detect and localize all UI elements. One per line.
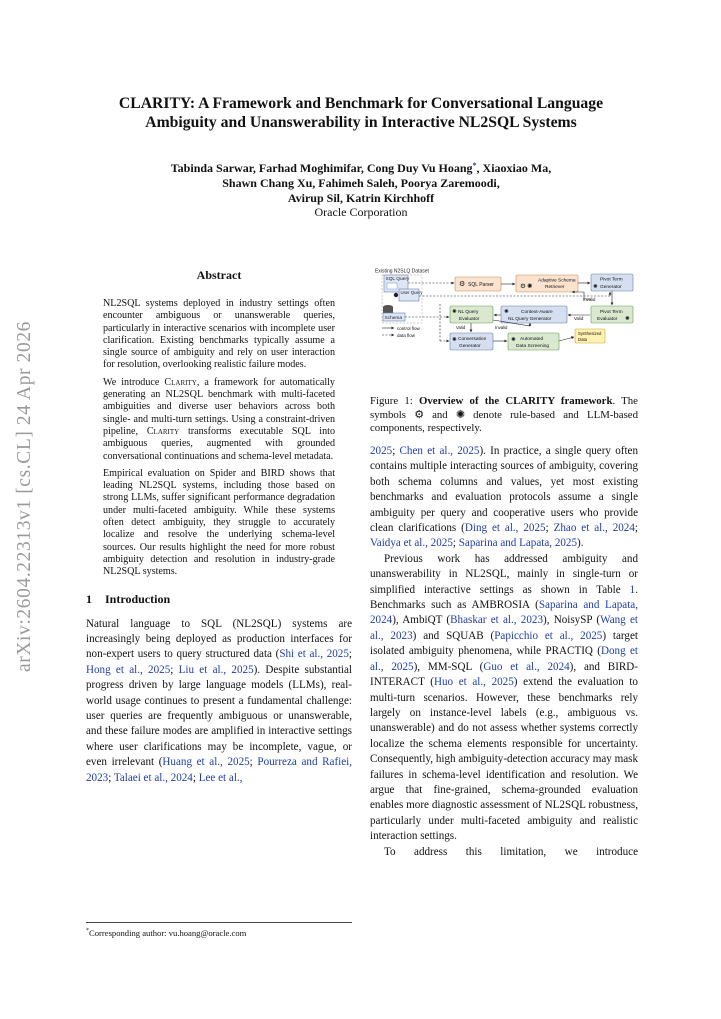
abstract-paragraph-2 bbox=[103, 377, 335, 463]
right-p2-a: Previous work has addressed ambiguity and unanswerability in NL2SQL, mainly in single-turn or simplified interactive settings as shown in Table bbox=[370, 552, 638, 596]
right-p1-sep: ; bbox=[634, 522, 638, 535]
abstract-paragraph-1: NL2SQL systems deployed in industry settings often encounter ambiguous or unanswerable queries, particularly in interactive scenarios with incomplete user clarification. Existing benchmarks typically assume a single source of ambiguity and rely on user interaction for resolution, overlooking realistic failure modes. bbox=[103, 298, 335, 371]
screening-label-1: Automated bbox=[520, 337, 544, 342]
right-p2-e: ) and SQUAB ( bbox=[412, 629, 495, 642]
right-paragraph-2 bbox=[370, 552, 638, 845]
citation-link[interactable]: 2025 bbox=[370, 445, 393, 457]
abstract-body bbox=[86, 298, 352, 579]
rule-based-symbol: ⚙ bbox=[520, 283, 526, 290]
nl-evaluator-label-1: NL Query bbox=[458, 310, 479, 315]
figure-caption bbox=[370, 395, 638, 436]
right-paragraph-3: To address this limitation, we introduce bbox=[384, 845, 638, 858]
corresponding-author-mark: * bbox=[472, 161, 477, 170]
framework-diagram bbox=[370, 266, 640, 356]
llm-symbol: ✺ bbox=[593, 284, 598, 290]
authors-line-1 bbox=[84, 158, 638, 176]
nl-evaluator-label-2: Evaluator bbox=[459, 317, 480, 322]
pivot-generator-label-2: Generator bbox=[600, 285, 622, 290]
context-generator-label-2: NL Query Generator bbox=[508, 317, 552, 322]
llm-symbol: ✺ bbox=[452, 309, 457, 315]
citation-link[interactable]: Vaidya et al., 2025 bbox=[370, 537, 453, 550]
context-generator-label-1: Context-Aware bbox=[521, 310, 553, 315]
conversation-generator-label-2: Generator bbox=[459, 344, 481, 349]
existing-dataset-label: Existing N2SLQ Dataset bbox=[375, 268, 429, 275]
llm-symbol: ✺ bbox=[452, 337, 457, 343]
citation-link[interactable]: Huang et al., 2025 bbox=[162, 756, 250, 769]
authors-line-1-names: Tabinda Sarwar, Farhad Moghimifar, Cong Duy Vu Hoang bbox=[170, 161, 473, 175]
footnote-mark: * bbox=[86, 928, 89, 934]
intro-sep: ; bbox=[348, 648, 352, 661]
citation-link[interactable]: Dong et al., 2025 bbox=[370, 645, 638, 673]
llm-symbol: ✺ bbox=[527, 283, 533, 290]
llm-symbol: ✺ bbox=[625, 316, 630, 322]
authors-line-2: Shawn Chang Xu, Fahimeh Saleh, Poorya Zaremoodi, bbox=[222, 176, 500, 190]
right-p2-g: ), MM-SQL ( bbox=[413, 660, 484, 673]
caption-rest-c: denote rule-based and LLM-based components, respectively. bbox=[370, 408, 638, 434]
synthesized-label-1: Synthesized bbox=[578, 331, 602, 336]
right-column bbox=[370, 444, 638, 860]
affiliation bbox=[84, 205, 638, 220]
user-icon bbox=[394, 293, 398, 297]
invalid-label-2: Invalid bbox=[495, 325, 508, 330]
abstract-p2-c: transforms executable SQL into ambiguous queries, augmented with grounded conversational continuations and schema-level metadata. bbox=[103, 425, 336, 462]
right-p2-h: ), and BIRD-INTERACT ( bbox=[370, 660, 638, 689]
citation-link[interactable]: Guo et al., 2024 bbox=[483, 660, 570, 673]
intro-sep: ; bbox=[170, 663, 179, 676]
footnote bbox=[86, 922, 352, 939]
caption-prefix: Figure 1: bbox=[370, 395, 419, 407]
right-p1-text: ). In practice, a single query often contains multiple interacting sources of ambiguity, covering both schema columns and values, yet most existing benchmarks and evaluation protocols assume a single ambiguity per query and cooperative users who provide clean clarifications ( bbox=[370, 445, 639, 535]
right-p2-d: ), NoisySP ( bbox=[543, 614, 601, 627]
citation-link[interactable]: Saparina and Lapata, 2024 bbox=[370, 599, 639, 627]
abstract-heading: Abstract bbox=[196, 268, 242, 282]
conversation-generator-label-1: Conversation bbox=[458, 337, 487, 342]
right-p2-i: ) extend the evaluation to multi-turn scenarios. However, these benchmarks rely largely on instance-level labels (e.g., ambiguous vs. unanswerable) and do not assess whether systems correctly localize the schema elements responsible for uncertainty. Consequently, high ambiguity-detection accuracy may mask failures in schema-level identification and resolution. We argue that fine-grained, schema-grounded evaluation enables more diagnostic assessment of NL2SQL robustness, particularly under multi-faceted ambiguity and realistic interaction settings. bbox=[370, 676, 638, 843]
author-list bbox=[84, 158, 638, 206]
screening-label-2: Data Screening bbox=[516, 344, 550, 349]
section-heading-introduction bbox=[86, 592, 352, 607]
right-p1-end: ). bbox=[577, 537, 584, 550]
authors-line-3: Avirup Sil, Katrin Kirchhoff bbox=[287, 191, 435, 205]
citation-link[interactable]: Saparina and Lapata, 2025 bbox=[458, 537, 578, 550]
rule-based-symbol: ⚙ bbox=[459, 281, 466, 288]
affiliation-line: Oracle Corporation bbox=[314, 205, 408, 219]
user-query-label: User Query bbox=[400, 290, 423, 295]
clarity-name-2: Clarity bbox=[146, 425, 180, 437]
pivot-evaluator-label-1: Pivot Term bbox=[600, 310, 623, 315]
llm-symbol: ✺ bbox=[504, 309, 509, 315]
citation-link[interactable]: Shi et al., 2025 bbox=[279, 648, 349, 661]
citation-link[interactable]: Wang et al., 2023 bbox=[370, 614, 638, 642]
legend-data-flow-label: data flow bbox=[397, 333, 416, 338]
intro-text-a: Natural language to SQL (NL2SQL) systems are increasingly being deployed as production interfaces for non-expert users to query structured data ( bbox=[86, 617, 352, 661]
left-column bbox=[86, 268, 352, 786]
right-p2-b: . Benchmarks such as AMBROSIA ( bbox=[370, 583, 638, 612]
pivot-evaluator-label-2: Evaluator bbox=[597, 317, 618, 322]
abstract-p2-b: , a framework for automatically generating an NL2SQL benchmark with multi-faceted ambiguities and diverse user behaviors across both single- and multi-turn settings. Using a constraint-driven pipeline, bbox=[103, 376, 335, 437]
citation-link[interactable]: Pourreza and Rafiei, 2023 bbox=[86, 756, 353, 784]
right-p2-c: ), AmbiQT ( bbox=[392, 614, 451, 627]
control-flow-arrow bbox=[559, 337, 574, 341]
section-number: 1 bbox=[86, 591, 92, 606]
footnote-text: Corresponding author: vu.hoang@oracle.com bbox=[89, 927, 247, 938]
right-p2-f: ) target isolated ambiguity phenomena, while PRACTIQ ( bbox=[370, 629, 638, 658]
legend-control-flow-label: control flow bbox=[397, 326, 420, 331]
title-line-2: Ambiguity and Unanswerability in Interactive NL2SQL Systems bbox=[145, 114, 577, 131]
citation-link[interactable]: Chen et al., 2025 bbox=[399, 445, 480, 457]
sql-query-label: SQL Query bbox=[385, 277, 410, 282]
clarity-name: Clarity bbox=[164, 376, 197, 388]
introduction-paragraph bbox=[86, 617, 352, 786]
title-line-1: CLARITY: A Framework and Benchmark for Conversational Language bbox=[118, 95, 604, 112]
llm-icon: ✺ bbox=[455, 408, 465, 421]
arxiv-identifier: arXiv:2604.22313v1 [cs.CL] 24 Apr 2026 bbox=[14, 320, 35, 672]
intro-sep: ; bbox=[108, 771, 114, 784]
citation-link[interactable]: Lee et al., bbox=[198, 771, 243, 784]
authors-line-1-tail: , Xiaoxiao Ma, bbox=[476, 161, 552, 175]
database-icon-body bbox=[383, 307, 393, 313]
citation-link[interactable]: Talaei et al., 2024 bbox=[113, 771, 193, 784]
intro-sep: ; bbox=[249, 756, 258, 769]
table-link[interactable]: 1 bbox=[629, 583, 636, 596]
citation-link[interactable]: Hong et al., 2025 bbox=[86, 663, 171, 676]
right-p1-sep: ; bbox=[392, 445, 400, 457]
citation-link[interactable]: Bhaskar et al., 2023 bbox=[450, 614, 543, 627]
rule-based-icon: ⚙ bbox=[414, 408, 424, 421]
framework-figure bbox=[370, 266, 640, 356]
schema-label: Schema bbox=[384, 316, 403, 321]
section-title: Introduction bbox=[105, 591, 171, 606]
adaptive-retriever-label-1: Adaptive Schema bbox=[538, 278, 576, 284]
llm-symbol: ✺ bbox=[511, 337, 516, 343]
right-p1-sep: ; bbox=[452, 537, 459, 550]
right-paragraph-1 bbox=[370, 444, 638, 552]
intro-sep: ; bbox=[192, 771, 199, 784]
caption-rest-a: . The symbols bbox=[370, 395, 638, 421]
citation-link[interactable]: Liu et al., 2025 bbox=[178, 663, 254, 676]
abstract-paragraph-3: Empirical evaluation on Spider and BIRD shows that leading NL2SQL systems, including those based on strong LLMs, suffer significant performance degradation under multi-faceted ambiguity. While these systems often detect ambiguity, they struggle to accurately localize and resolve the underlying schema-level sources. Our results highlight the need for more robust ambiguity detection and resolution in industry-grade NL2SQL systems. bbox=[103, 467, 335, 578]
valid-label-2: Valid bbox=[456, 325, 466, 330]
caption-rest-b: and bbox=[423, 408, 456, 421]
citation-link[interactable]: Zhao et al., 2024 bbox=[553, 522, 635, 535]
sql-parser-label: SQL Parser bbox=[468, 282, 494, 288]
citation-link[interactable]: Huo et al., 2025 bbox=[433, 676, 514, 689]
citation-link[interactable]: Ding et al., 2025 bbox=[464, 522, 546, 535]
paper-title bbox=[84, 94, 638, 132]
valid-label-1: Valid bbox=[574, 316, 584, 321]
invalid-label-1: Invalid bbox=[583, 297, 596, 302]
caption-bold: Overview of the CLARITY framework bbox=[418, 395, 613, 407]
right-p1-sep: ; bbox=[545, 522, 554, 535]
sql-doc-icon bbox=[387, 283, 397, 289]
adaptive-retriever-label-2: Retriever bbox=[545, 285, 565, 290]
synthesized-label-2: Data bbox=[578, 337, 588, 342]
citation-link[interactable]: Papicchio et al., 2025 bbox=[494, 629, 603, 642]
abstract-p2-a: We introduce bbox=[103, 376, 165, 388]
pivot-generator-label-1: Pivot Term bbox=[600, 277, 623, 283]
intro-text-b: ). Despite substantial progress driven by large language models (LLMs), real-world usage continues to present a fundamental challenge: user queries are frequently ambiguous or unanswerable, and these failure modes are amplified in interactive settings where user clarifications may be incomplete, vague, or even irrelevant ( bbox=[86, 663, 352, 769]
